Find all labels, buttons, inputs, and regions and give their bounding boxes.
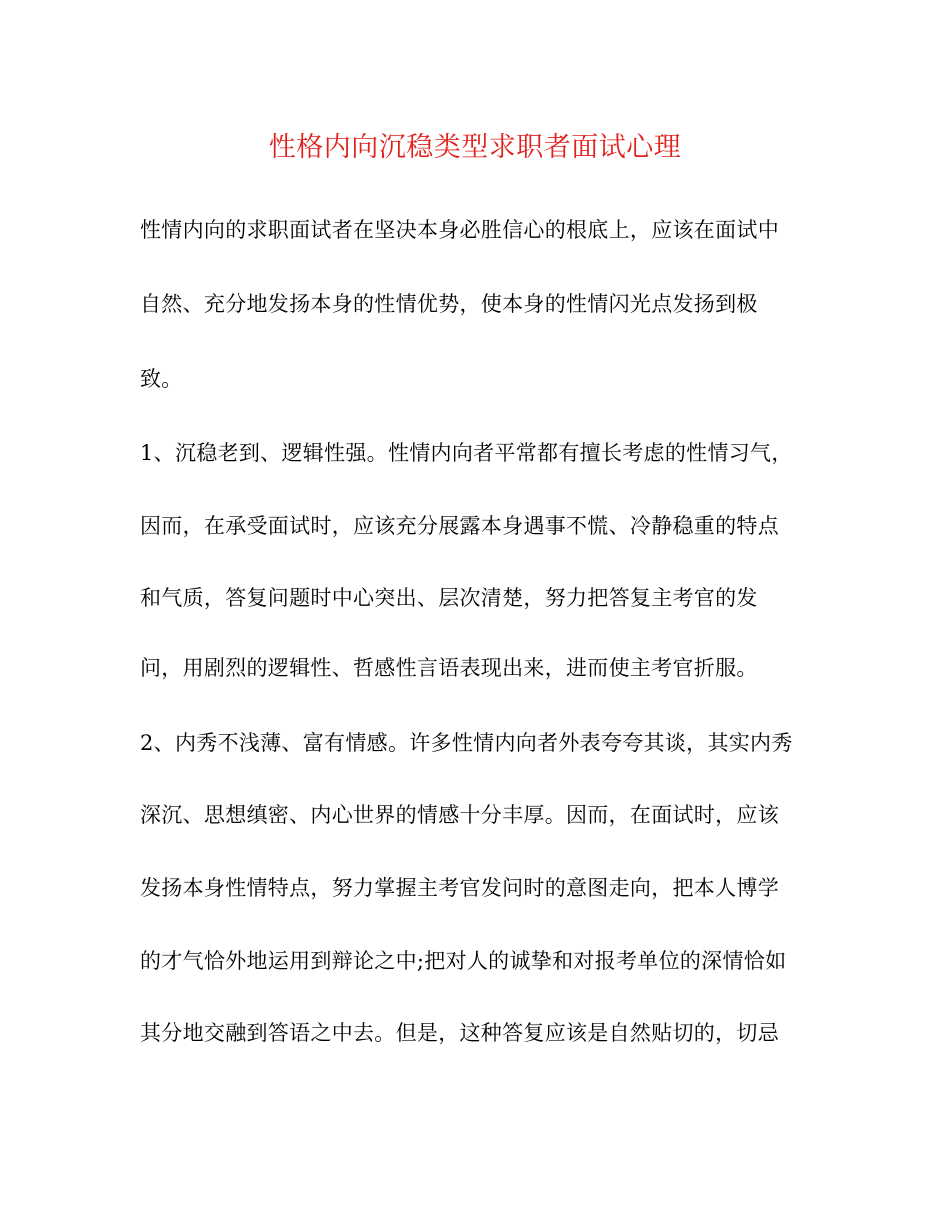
body-line: 深沉、思想缜密、内心世界的情感十分丰厚。因而，在面试时，应该	[140, 803, 779, 827]
body-line: 发扬本身性情特点，努力掌握主考官发问时的意图走向，把本人博学	[140, 876, 779, 900]
body-line: 因而，在承受面试时，应该充分展露本身遇事不慌、冷静稳重的特点	[140, 514, 779, 538]
body-line: 其分地交融到答语之中去。但是，这种答复应该是自然贴切的，切忌	[140, 1021, 779, 1045]
body-line: 致。	[140, 367, 183, 391]
body-line: 1、沉稳老到、逻辑性强。性情内向者平常都有擅长考虑的性情习气，	[140, 441, 793, 465]
body-line: 问，用剧烈的逻辑性、哲感性言语表现出来，进而使主考官折服。	[140, 656, 758, 680]
body-line: 和气质，答复问题时中心突出、层次清楚，努力把答复主考官的发	[140, 586, 758, 610]
body-line: 的才气恰外地运用到辩论之中;把对人的诚挚和对报考单位的深情恰如	[140, 949, 787, 973]
document-title: 性格内向沉稳类型求职者面试心理	[268, 132, 682, 163]
body-line: 2、内秀不浅薄、富有情感。许多性情内向者外表夸夸其谈，其实内秀	[140, 731, 793, 755]
body-line: 性情内向的求职面试者在坚决本身必胜信心的根底上，应该在面试中	[140, 218, 779, 242]
body-line: 自然、充分地发扬本身的性情优势，使本身的性情闪光点发扬到极	[140, 292, 758, 316]
